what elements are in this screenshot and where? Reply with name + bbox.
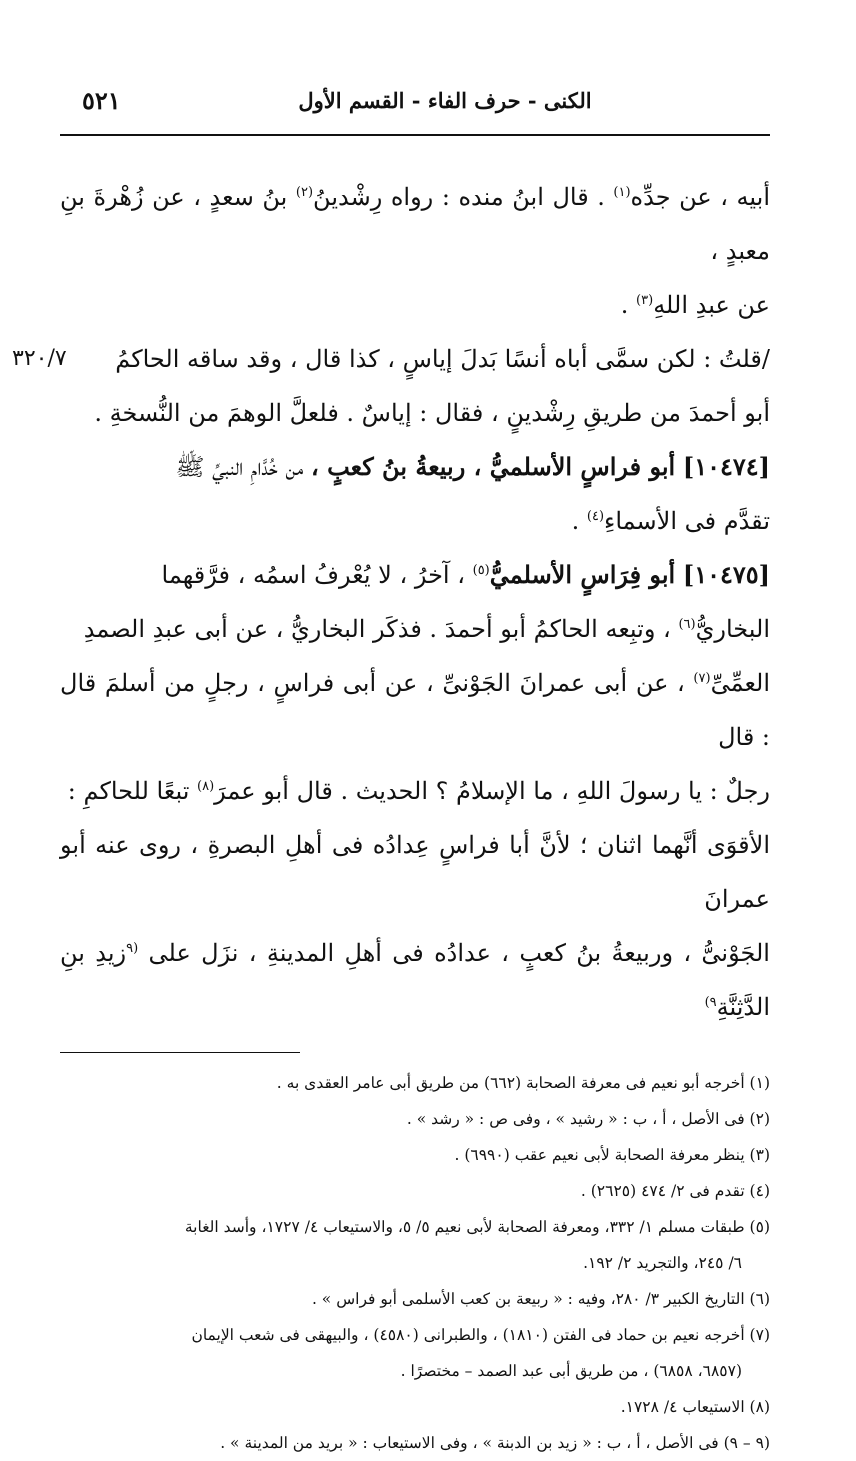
text-span: من خُدَّامِ النبيِّ ﷺ [175,453,304,481]
text-line [60,926,770,1034]
footnote-continuation: (٦٨٥٧، ٦٨٥٨) ، من طريق أبى عبد الصمد – مختصرًا . [400,1362,742,1380]
text-line [60,548,770,602]
text-span: تقدَّم فى الأسماءِ [604,507,770,535]
footnote: (٨) الاستيعاب ٤/ ١٧٢٨. [620,1398,770,1416]
footnote-ref: ٩) [704,995,717,1010]
running-header [60,78,770,128]
text-line [60,332,770,386]
footnote: (٩ – ٩) فى الأصل ، أ ، ب : « زيد بن الدبنة » ، وفى الاستيعاب : « بريد من المدينة » . [220,1434,770,1452]
footnote-ref: (٣) [636,293,654,308]
text-span: تبعًا للحاكمِ : [67,777,190,805]
text-span: الجَوْنىُّ ، وربيعةُ بنُ كعبٍ ، عدادُه فى أهلِ المدينةِ ، نزَل على [148,939,770,967]
page [12,78,770,1461]
entry-name: أبو فِرَاسٍ الأسلميُّ [489,560,676,589]
text-line [60,602,770,656]
footnote-ref: (٧) [693,671,711,686]
page-number: ٥٢١ [82,86,121,115]
text-span: . [620,291,629,319]
main-text [12,170,770,1034]
text-span: البخاريُّ [695,615,770,643]
footnote: (٤) تقدم فى ٢/ ٤٧٤ (٢٦٢٥) . [580,1182,770,1200]
text-line [60,656,770,764]
entry-10475 [60,548,770,1034]
footnote-ref: (١) [613,185,631,200]
footnote: (٦) التاريخ الكبير ٣/ ٢٨٠، وفيه : « ربيعة بن كعب الأسلمى أبو فراس » . [311,1290,770,1308]
text-line [60,764,770,818]
text-span: بنُ سعدٍ ، عن زُهْرةَ بنِ معبدٍ ، [60,183,770,265]
text-span: . قال ابنُ منده : رواه رِشْدينُ [313,183,605,211]
text-span: /قلتُ : لكن سمَّى أباه أنسًا بَدلَ إياسٍ ، كذا قال ، وقد ساقه الحاكمُ [115,345,770,373]
footnote: (٥) طبقات مسلم ١/ ٣٣٢، ومعرفة الصحابة لأبى نعيم ٥/ ٥، والاستيعاب ٤/ ١٧٢٧، وأسد الغابة [184,1218,770,1236]
text-span: عن عبدِ اللهِ [653,291,770,319]
entry-number: [١٠٤٧٤] [682,452,770,481]
footnotes [60,1065,770,1461]
footnote: (٣) ينظر معرفة الصحابة لأبى نعيم عقب (٦٩٩٠) . [454,1146,770,1164]
footnote: (٢) فى الأصل ، أ ، ب : « رشيد » ، وفى ص : « رشد » . [406,1110,770,1128]
text-line [60,818,770,926]
footnote-ref: (٩ [126,941,139,956]
footnote: (١) أخرجه أبو نعيم فى معرفة الصحابة (٦٦٢) من طريق أبى عامر العقدى به . [276,1074,770,1092]
entry-name: أبو فراسٍ الأسلميُّ ، ربيعةُ بنُ كعبٍ ، [311,452,676,481]
text-line [60,170,770,278]
text-line [60,278,770,332]
header-rule [60,134,770,136]
text-line [60,440,770,494]
header-title: الكنى - حرف الفاء - القسم الأول [298,88,592,113]
footnote-ref: (٨) [197,779,215,794]
footnote-continuation: ٦/ ٢٤٥، والتجريد ٢/ ١٩٢. [583,1254,742,1272]
entry-number: [١٠٤٧٥] [682,560,770,589]
paragraph-2 [12,332,770,440]
text-span: أبو أحمدَ من طريقِ رِشْدينٍ ، فقال : إياسٌ . فلعلَّ الوهمَ من النُّسخةِ . [94,399,770,427]
volume-page-marker: ٣٢٠/٧ [12,346,67,371]
text-span: العمِّىِّ [710,669,770,697]
entry-10474 [60,440,770,548]
footnote-ref: (٦) [678,617,696,632]
text-line [60,494,770,548]
footnote: (٧) أخرجه نعيم بن حماد فى الفتن (١٨١٠) ، والطبرانى (٤٥٨٠) ، والبيهقى فى شعب الإيمان [191,1326,770,1344]
text-span: رجلٌ : يا رسولَ اللهِ ، ما الإسلامُ ؟ الحديث . قال أبو عمرَ [214,777,770,805]
text-span: ، وتبِعه الحاكمُ أبو أحمدَ . فذكَر البخاريُّ ، عن أبى عبدِ الصمدِ [83,615,671,643]
text-span: . [571,507,580,535]
text-span: زيدِ بنِ الدَّثِنَّةِ [60,939,770,1021]
footnote-separator [60,1052,300,1053]
text-span: ، عن أبى عمرانَ الجَوْنىِّ ، عن أبى فراسٍ ، رجلٍ من أسلمَ قال : قال [60,669,770,751]
text-span: أبيه ، عن جدِّه [630,183,770,211]
footnote-ref: (٢) [295,185,314,200]
footnote-ref: (٥) [472,563,490,578]
text-span: الأقوَى أنَّهما اثنان ؛ لأنَّ أبا فراسٍ عِدادُه فى أهلِ البصرةِ ، روى عنه أبو عمرانَ [60,831,770,913]
text-span: ، آخرُ ، لا يُعْرفُ اسمُه ، فرَّقهما [161,561,465,589]
paragraph-1 [60,170,770,332]
text-line [60,386,770,440]
footnote-ref: (٤) [586,509,605,524]
